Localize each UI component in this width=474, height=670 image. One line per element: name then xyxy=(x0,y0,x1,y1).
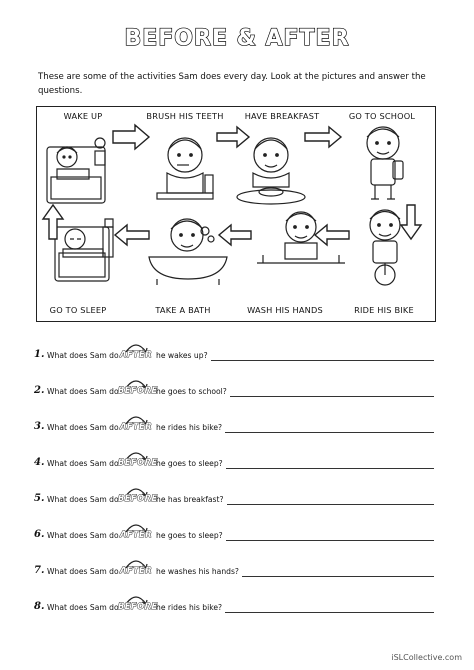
question-prefix: What does Sam do xyxy=(47,351,119,360)
label-ride-bike: RIDE HIS BIKE xyxy=(354,305,414,315)
question-suffix: he rides his bike? xyxy=(156,603,223,612)
question-suffix: he goes to school? xyxy=(156,387,227,396)
time-word: AFTER xyxy=(119,350,153,360)
question-suffix: he washes his hands? xyxy=(156,567,239,576)
wake-up-picture xyxy=(47,138,105,203)
time-word: BEFORE xyxy=(118,458,158,468)
label-have-breakfast: HAVE BREAKFAST xyxy=(244,111,320,121)
label-go-to-sleep: GO TO SLEEP xyxy=(49,305,107,315)
time-word: BEFORE xyxy=(118,494,158,504)
site-watermark: iSLCollective.com xyxy=(391,653,462,662)
question-suffix: he goes to sleep? xyxy=(156,459,223,468)
time-word-badge xyxy=(118,521,154,543)
up-arrow-icon xyxy=(43,205,63,239)
time-word-badge xyxy=(118,377,158,399)
time-word-badge xyxy=(118,557,154,579)
answer-line[interactable] xyxy=(211,360,434,361)
take-a-bath-picture xyxy=(149,219,227,285)
question-number: 2. xyxy=(34,385,45,396)
time-word: BEFORE xyxy=(118,602,158,612)
answer-line[interactable] xyxy=(225,612,434,613)
question-suffix: he rides his bike? xyxy=(156,423,223,432)
time-word-badge xyxy=(118,449,158,471)
answer-line[interactable] xyxy=(226,468,434,469)
worksheet-title: BEFORE & AFTER xyxy=(124,26,350,51)
answer-line[interactable] xyxy=(227,504,434,505)
question-prefix: What does Sam do xyxy=(47,423,119,432)
question-number: 6. xyxy=(34,529,45,540)
question-number: 1. xyxy=(34,349,45,360)
answer-line[interactable] xyxy=(226,540,434,541)
question-row xyxy=(34,491,434,509)
have-breakfast-picture xyxy=(237,138,305,204)
left-arrow-icon xyxy=(219,225,251,245)
right-arrow-icon xyxy=(305,127,341,147)
question-row xyxy=(34,419,434,437)
time-word: AFTER xyxy=(119,566,153,576)
question-suffix: he goes to sleep? xyxy=(156,531,223,540)
activities-illustration xyxy=(37,107,435,321)
instructions-text: These are some of the activities Sam does every day. Look at the pictures and answer the questions. xyxy=(38,72,426,96)
question-row xyxy=(34,599,434,617)
left-arrow-icon xyxy=(115,225,149,245)
question-row xyxy=(34,563,434,581)
go-to-sleep-picture xyxy=(55,219,113,281)
question-row xyxy=(34,347,434,365)
label-take-a-bath: TAKE A BATH xyxy=(155,305,211,315)
label-wash-hands: WASH HIS HANDS xyxy=(247,305,323,315)
question-prefix: What does Sam do xyxy=(47,459,119,468)
question-number: 8. xyxy=(34,601,45,612)
question-number: 5. xyxy=(34,493,45,504)
question-prefix: What does Sam do xyxy=(47,495,119,504)
go-to-school-picture xyxy=(367,127,403,199)
question-number: 3. xyxy=(34,421,45,432)
right-arrow-icon xyxy=(217,127,249,147)
time-word-badge xyxy=(118,341,154,363)
question-prefix: What does Sam do xyxy=(47,603,119,612)
answer-line[interactable] xyxy=(242,576,434,577)
question-row xyxy=(34,527,434,545)
ride-bike-picture xyxy=(370,210,400,285)
question-row xyxy=(34,455,434,473)
question-number: 7. xyxy=(34,565,45,576)
answer-line[interactable] xyxy=(230,396,434,397)
time-word-badge xyxy=(118,485,158,507)
down-arrow-icon xyxy=(401,205,421,239)
question-prefix: What does Sam do xyxy=(47,531,119,540)
right-arrow-icon xyxy=(113,125,149,149)
activities-picture-panel xyxy=(36,106,436,322)
question-prefix: What does Sam do xyxy=(47,567,119,576)
time-word-badge xyxy=(118,593,158,615)
question-suffix: he has breakfast? xyxy=(156,495,224,504)
label-wake-up: WAKE UP xyxy=(63,111,103,121)
label-go-to-school: GO TO SCHOOL xyxy=(348,111,416,121)
question-number: 4. xyxy=(34,457,45,468)
label-brush-teeth: BRUSH HIS TEETH xyxy=(146,111,224,121)
time-word: BEFORE xyxy=(118,386,158,396)
question-prefix: What does Sam do xyxy=(47,387,119,396)
question-row xyxy=(34,383,434,401)
brush-teeth-picture xyxy=(157,138,213,199)
time-word: AFTER xyxy=(119,422,153,432)
question-suffix: he wakes up? xyxy=(156,351,208,360)
time-word-badge xyxy=(118,413,154,435)
left-arrow-icon xyxy=(315,225,349,245)
time-word: AFTER xyxy=(119,530,153,540)
answer-line[interactable] xyxy=(225,432,434,433)
